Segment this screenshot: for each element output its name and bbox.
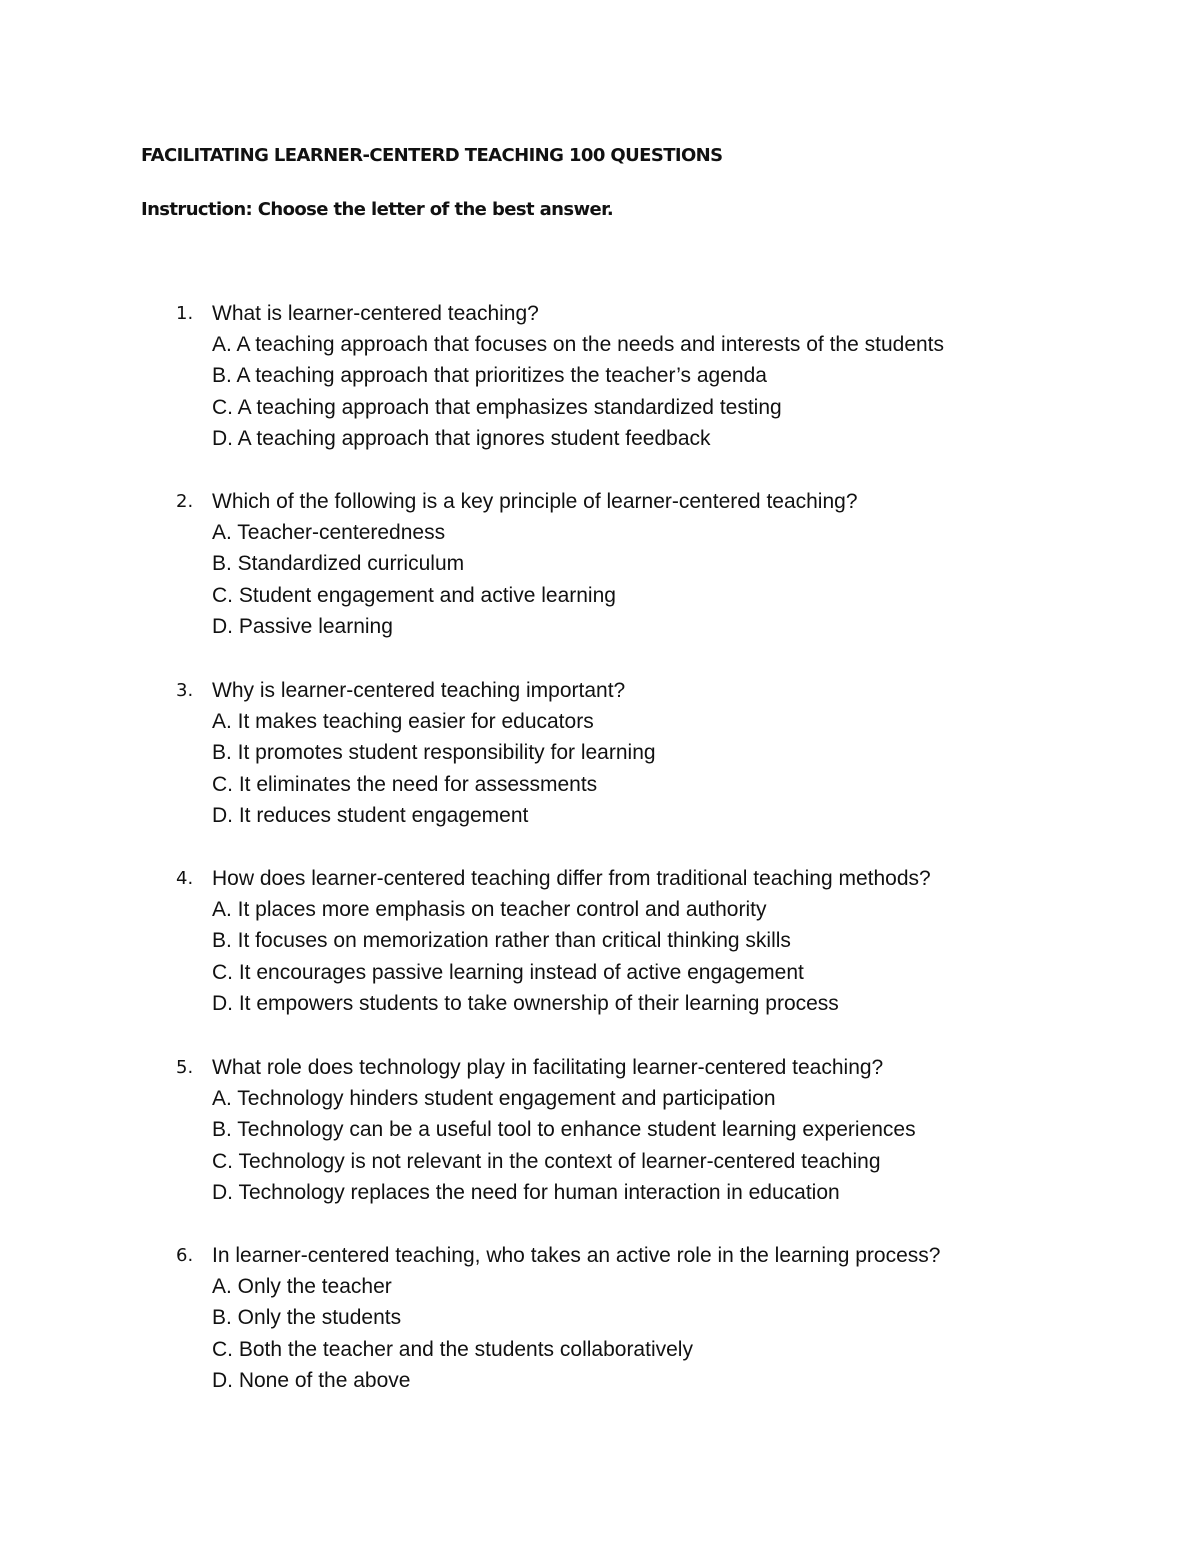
option-c: C. It eliminates the need for assessments [212,772,598,796]
option-a: A. Only the teacher [212,1275,392,1299]
option-c: C. It encourages passive learning instead of active engagement [212,960,804,984]
option-d: D. A teaching approach that ignores student feedback [212,426,711,450]
answer-options [212,706,656,831]
option-b: B. It focuses on memorization rather than critical thinking skills [212,929,791,953]
question-text: How does learner-centered teaching differ from traditional teaching methods? [212,867,931,890]
answer-options [212,517,616,642]
option-b: B. A teaching approach that prioritizes the teacher’s agenda [212,364,767,388]
answer-options [212,894,839,1019]
option-d: D. Technology replaces the need for human interaction in education [212,1180,840,1204]
question-text: Which of the following is a key principle of learner-centered teaching? [212,490,858,513]
option-b: B. It promotes student responsibility for learning [212,741,656,765]
option-c: C. A teaching approach that emphasizes standardized testing [212,395,782,419]
option-b: B. Only the students [212,1306,402,1330]
option-a: A. It places more emphasis on teacher control and authority [212,898,767,922]
question-text: Why is learner-centered teaching important? [212,679,626,702]
question-text: What is learner-centered teaching? [212,302,539,325]
option-d: D. It reduces student engagement [212,803,529,827]
option-c: C. Student engagement and active learning [212,583,616,607]
question-number: 5. [176,1057,194,1078]
document-title: FACILITATING LEARNER-CENTERD TEACHING 100 QUESTIONS [141,145,723,166]
question-text: In learner-centered teaching, who takes an active role in the learning process? [212,1244,941,1267]
option-a: A. A teaching approach that focuses on the needs and interests of the students [212,333,945,357]
answer-options [212,1271,693,1396]
question-number: 1. [176,303,194,324]
question-number: 6. [176,1245,194,1266]
option-a: A. It makes teaching easier for educators [212,710,594,734]
option-b: B. Standardized curriculum [212,552,465,576]
instruction-text: Instruction: Choose the letter of the best answer. [141,199,614,220]
option-b: B. Technology can be a useful tool to enhance student learning experiences [212,1118,916,1142]
question-text: What role does technology play in facilitating learner-centered teaching? [212,1056,884,1079]
question-number: 2. [176,491,194,512]
option-c: C. Technology is not relevant in the context of learner-centered teaching [212,1149,881,1173]
option-d: D. Passive learning [212,614,393,638]
option-a: A. Technology hinders student engagement and participation [212,1087,776,1111]
option-d: D. None of the above [212,1368,411,1392]
option-a: A. Teacher-centeredness [212,521,446,545]
question-number: 3. [176,680,194,701]
question-number: 4. [176,868,194,889]
answer-options [212,1083,916,1208]
option-c: C. Both the teacher and the students collaboratively [212,1337,693,1361]
option-d: D. It empowers students to take ownership of their learning process [212,991,839,1015]
answer-options [212,329,944,454]
